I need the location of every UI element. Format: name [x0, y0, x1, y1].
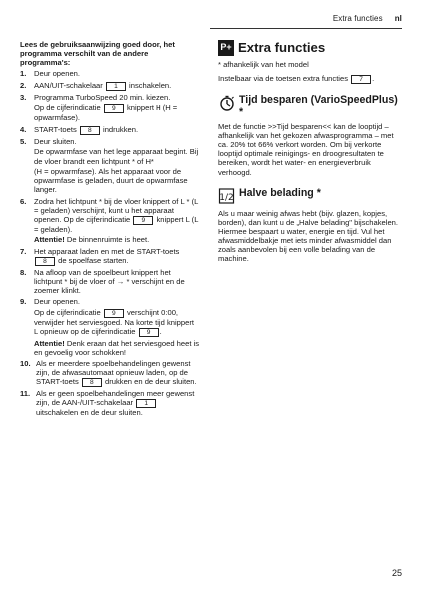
timesave-heading: [218, 94, 402, 118]
selection-text: Instelbaar via de toetsen extra functies 7 .: [218, 74, 375, 84]
step-text: Op de cijferindicatie 9 verschijnt 0:00, verwijder het serviesgoed. Na korte tijd knippert L opnieuw op de cijferindicatie 9 .: [34, 307, 194, 337]
step-text: Na afloop van de spoelbeurt knippert het lichtpunt * bij de vloer of → * verschijnt en de zoemer klinkt.: [34, 267, 185, 296]
header-section: Extra functies: [332, 14, 383, 23]
halfload-heading: [218, 187, 402, 205]
timesave-title: Tijd besparen (VarioSpeedPlus) *: [239, 94, 398, 119]
key-badge: 9: [133, 216, 153, 225]
step-number: 3.: [20, 92, 27, 102]
key-badge: 9: [104, 104, 124, 113]
halfload-body: Als u maar weinig afwas hebt (bijv. glazen, kopjes, borden), dan kunt u de „Halve belading" bijschakelen. Hiermee bespaart u water, energie en tijd. Vul het afwasmiddelbakje met iets minder afwasmiddel dan zoals aanbevolen bij een volle belading van de machine.: [218, 208, 398, 264]
step-text: De opwarmfase van het lege apparaat begint. Bij de vloer brandt een lichtpunt * of H*: [34, 147, 199, 166]
step-2: [20, 81, 200, 91]
step-4: [20, 125, 200, 135]
half-load-icon: [218, 187, 236, 205]
attention-note: Attentie! De binnenruimte is heet.: [34, 235, 150, 245]
step-number: 5.: [20, 136, 27, 146]
key-badge: 8: [80, 126, 100, 135]
step-list: [20, 69, 200, 417]
step-text: Deur sluiten.: [34, 136, 77, 146]
key-badge: 1: [106, 82, 126, 91]
step-5: [20, 137, 200, 195]
key-badge: 9: [139, 328, 159, 337]
intro-text: Lees de gebruiksaanwijzing goed door, het programma verschilt van de andere programma's:: [20, 40, 175, 68]
step-1: [20, 69, 200, 78]
stopwatch-icon: [218, 94, 236, 112]
step-text: Deur openen.: [34, 297, 81, 307]
model-note: * afhankelijk van het model: [218, 60, 309, 69]
step-7: [20, 247, 200, 266]
key-badge: 9: [104, 309, 124, 318]
header-lang: nl: [394, 14, 402, 23]
step-10: [20, 359, 200, 387]
running-header: [333, 14, 402, 23]
section-title: Extra functies: [238, 40, 326, 55]
page-number: 25: [391, 568, 402, 578]
step-number: 9.: [20, 297, 27, 307]
key-badge: 1: [136, 399, 156, 408]
right-column: [218, 40, 402, 263]
step-number: 10.: [20, 358, 31, 368]
step-text: AAN/UIT-schakelaar 1 inschakelen.: [34, 80, 172, 90]
step-text: Als er meerdere spoelbehandelingen gewenst zijn, de afwasautomaat opnieuw laden, op de START-toets 8 drukken en de deur sluiten.: [36, 358, 197, 387]
left-column: [20, 40, 200, 420]
key-badge: 8: [82, 378, 102, 387]
timesave-body: Met de functie >>Tijd besparen<< kan de looptijd – afhankelijk van het gekozen afwasprogramma – met ca. 20% tot 66% verkort worden. Om bij verkorte looptijd optimale reinigings- en droogresultaten te bereiken, wordt het water- en energieverbruik verhoogd.: [218, 122, 394, 177]
halfload-title: Halve belading *: [239, 186, 321, 199]
header-rule: [210, 28, 402, 29]
step-number: 2.: [20, 80, 27, 90]
step-8: [20, 268, 200, 295]
step-9: [20, 297, 200, 356]
step-number: 6.: [20, 196, 27, 206]
step-text: (H = opwarmfase). Als het apparaat voor de opwarmfase is geladen, duurt de opwarmfase langer.: [34, 167, 188, 195]
step-text: Als er geen spoelbehandelingen meer gewenst zijn, de AAN-/UIT-schakelaar 1 uitschakelen en de deur sluiten.: [36, 389, 195, 418]
svg-text:1/2: 1/2: [219, 192, 234, 203]
section-heading: [218, 40, 402, 56]
key-badge: 7: [351, 75, 371, 84]
step-text: START-toets 8 indrukken.: [34, 124, 139, 134]
step-3: [20, 93, 200, 123]
step-text: Deur openen.: [34, 69, 81, 79]
step-number: 7.: [20, 246, 27, 256]
step-number: 11.: [20, 389, 31, 399]
step-number: 4.: [20, 124, 27, 134]
step-text: Programma TurboSpeed 20 min. kiezen.: [34, 92, 171, 102]
p-plus-icon: P+: [218, 40, 234, 56]
step-11: [20, 389, 200, 417]
attention-note: Attentie! Denk eraan dat het serviesgoed heet is en gevoelig voor schokken!: [34, 338, 200, 357]
step-6: [20, 197, 200, 245]
key-badge: 8: [35, 257, 55, 266]
step-text: Zodra het lichtpunt * bij de vloer knippert of L * (L = geladen) verschijnt, kunt u het apparaat openen. Op de cijferindicatie 9 knippert L (L = geladen).: [34, 196, 199, 234]
step-text: Op de cijferindicatie 9 knippert H (H = opwarmfase).: [34, 103, 178, 123]
step-text: Het apparaat laden en met de START-toets 8 de spoelfase starten.: [34, 246, 180, 265]
step-number: 8.: [20, 267, 27, 277]
display-symbol: H: [156, 103, 161, 113]
step-number: 1.: [20, 69, 27, 79]
